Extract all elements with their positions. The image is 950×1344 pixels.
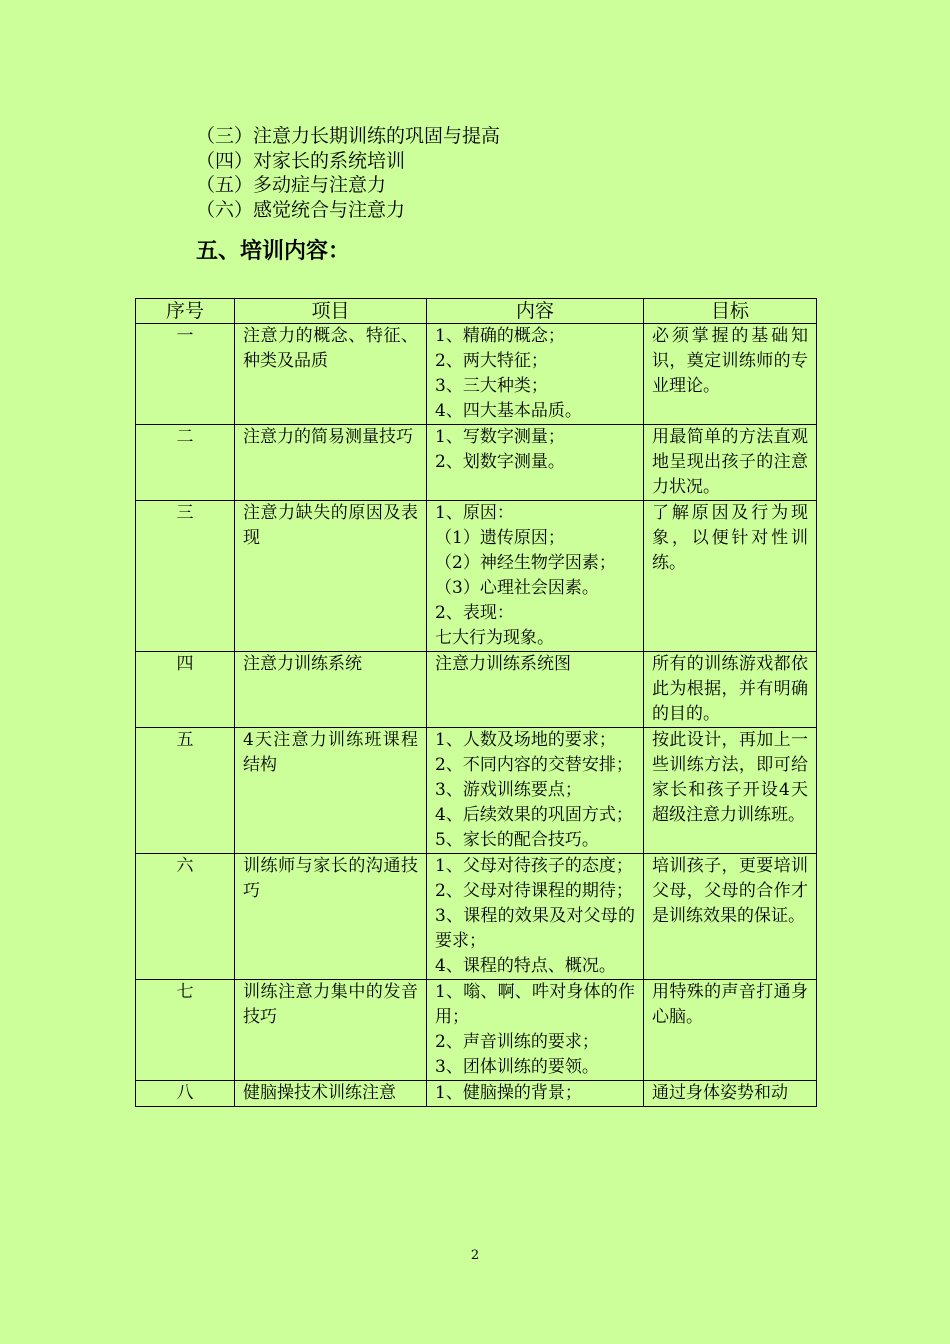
content-line: 1、父母对待孩子的态度； bbox=[435, 856, 633, 876]
row-goal: 通过身体姿势和动 bbox=[644, 1081, 817, 1107]
content-line: 2、声音训练的要求； bbox=[435, 1032, 599, 1052]
content-line: （3）心理社会因素。 bbox=[435, 578, 599, 598]
row-number: 七 bbox=[136, 980, 235, 1081]
row-content bbox=[427, 501, 644, 652]
header-item: 项目 bbox=[235, 299, 427, 324]
row-number: 四 bbox=[136, 652, 235, 728]
row-item: 4天注意力训练班课程结构 bbox=[235, 728, 427, 854]
outline-list bbox=[196, 124, 500, 222]
row-content bbox=[427, 324, 644, 425]
content-line: （1）遗传原因； bbox=[435, 528, 565, 548]
row-content bbox=[427, 1081, 644, 1107]
content-line: 2、父母对待课程的期待； bbox=[435, 881, 633, 901]
content-line: 1、嗡、啊、吽对身体的作用； bbox=[435, 982, 635, 1027]
row-item: 注意力的简易测量技巧 bbox=[235, 425, 427, 501]
table-row bbox=[136, 425, 817, 501]
row-goal: 培训孩子，更要培训父母，父母的合作才是训练效果的保证。 bbox=[644, 854, 817, 980]
row-number: 二 bbox=[136, 425, 235, 501]
outline-item: （六）感觉统合与注意力 bbox=[196, 198, 406, 221]
content-line: 4、课程的特点、概况。 bbox=[435, 956, 616, 976]
row-item: 训练师与家长的沟通技巧 bbox=[235, 854, 427, 980]
content-line: 2、不同内容的交替安排； bbox=[435, 755, 633, 775]
row-number: 一 bbox=[136, 324, 235, 425]
header-no: 序号 bbox=[136, 299, 235, 324]
outline-item: （三）注意力长期训练的巩固与提高 bbox=[196, 125, 501, 147]
row-goal: 用特殊的声音打通身心脑。 bbox=[644, 980, 817, 1081]
content-line: 3、团体训练的要领。 bbox=[435, 1057, 599, 1077]
row-goal: 所有的训练游戏都依此为根据，并有明确的目的。 bbox=[644, 652, 817, 728]
content-line: 2、两大特征； bbox=[435, 351, 548, 371]
training-content-table bbox=[135, 298, 817, 1107]
row-item: 注意力缺失的原因及表现 bbox=[235, 501, 427, 652]
row-content bbox=[427, 425, 644, 501]
row-content bbox=[427, 652, 644, 728]
row-goal: 必须掌握的基础知识，奠定训练师的专业理论。 bbox=[644, 324, 817, 425]
row-number: 八 bbox=[136, 1081, 235, 1107]
header-content: 内容 bbox=[427, 299, 644, 324]
table-row bbox=[136, 1081, 817, 1107]
content-line: 1、人数及场地的要求； bbox=[435, 730, 616, 750]
table-header-row bbox=[136, 299, 817, 324]
page-number: 2 bbox=[470, 1248, 480, 1263]
row-item: 健脑操技术训练注意 bbox=[235, 1081, 427, 1107]
content-line: 注意力训练系统图 bbox=[435, 654, 571, 674]
content-line: 2、划数字测量。 bbox=[435, 452, 565, 472]
row-goal: 用最简单的方法直观地呈现出孩子的注意力状况。 bbox=[644, 425, 817, 501]
content-line: 3、课程的效果及对父母的要求； bbox=[435, 906, 635, 951]
row-goal: 按此设计，再加上一些训练方法，即可给家长和孩子开设4天超级注意力训练班。 bbox=[644, 728, 817, 854]
content-line: 3、三大种类； bbox=[435, 376, 548, 396]
row-number: 六 bbox=[136, 854, 235, 980]
table-row bbox=[136, 980, 817, 1081]
content-line: 4、四大基本品质。 bbox=[435, 401, 582, 421]
content-line: 七大行为现象。 bbox=[435, 628, 554, 648]
header-goal: 目标 bbox=[644, 299, 817, 324]
content-line: 2、表现： bbox=[435, 603, 514, 623]
row-item: 注意力训练系统 bbox=[235, 652, 427, 728]
content-line: 5、家长的配合技巧。 bbox=[435, 830, 599, 850]
table-row bbox=[136, 652, 817, 728]
table-row bbox=[136, 501, 817, 652]
row-goal: 了解原因及行为现象，以便针对性训练。 bbox=[644, 501, 817, 652]
table-row bbox=[136, 728, 817, 854]
content-line: 4、后续效果的巩固方式； bbox=[435, 805, 633, 825]
content-line: 1、原因： bbox=[435, 503, 514, 523]
content-line: 1、健脑操的背景； bbox=[435, 1083, 582, 1103]
section-heading: 五、培训内容： bbox=[196, 239, 351, 264]
row-number: 五 bbox=[136, 728, 235, 854]
row-content bbox=[427, 854, 644, 980]
table-row bbox=[136, 854, 817, 980]
table-row bbox=[136, 324, 817, 425]
row-content bbox=[427, 980, 644, 1081]
content-line: 1、写数字测量； bbox=[435, 427, 565, 447]
content-line: （2）神经生物学因素； bbox=[435, 553, 616, 573]
row-item: 注意力的概念、特征、种类及品质 bbox=[235, 324, 427, 425]
content-line: 1、精确的概念； bbox=[435, 326, 565, 346]
row-number: 三 bbox=[136, 501, 235, 652]
outline-item: （五）多动症与注意力 bbox=[196, 174, 387, 196]
content-line: 3、游戏训练要点； bbox=[435, 780, 582, 800]
row-item: 训练注意力集中的发音技巧 bbox=[235, 980, 427, 1081]
row-content bbox=[427, 728, 644, 854]
outline-item: （四）对家长的系统培训 bbox=[196, 149, 406, 172]
